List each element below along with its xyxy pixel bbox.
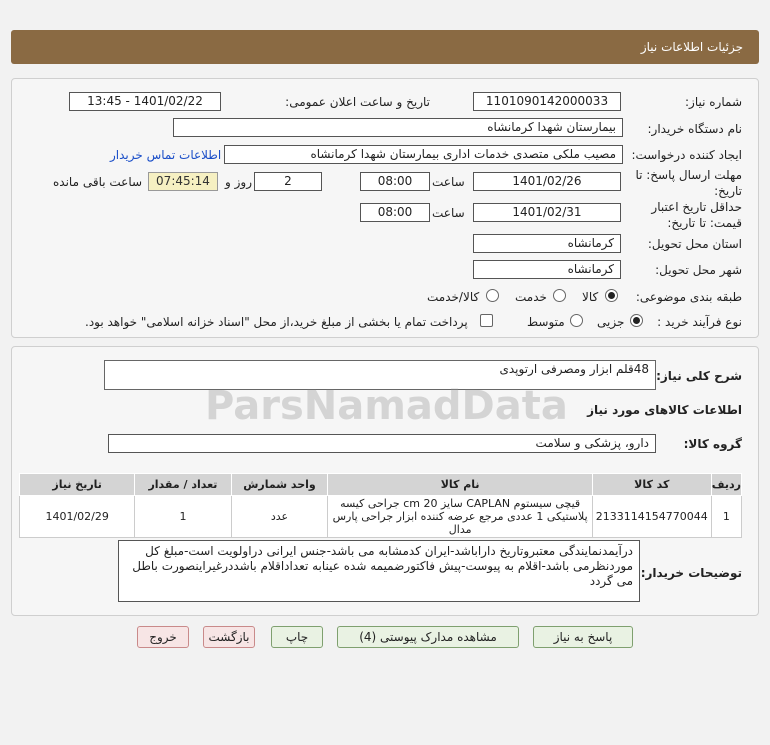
deadline-date-field: 1401/02/26 bbox=[473, 172, 621, 191]
category-option-goods: کالا bbox=[582, 290, 599, 304]
col-name: نام کالا bbox=[328, 474, 592, 496]
days-field: 2 bbox=[254, 172, 322, 191]
cell-unit: عدد bbox=[231, 496, 328, 538]
table-row bbox=[20, 496, 742, 538]
need-number-label: شماره نیاز: bbox=[685, 95, 742, 109]
col-unit: واحد شمارش bbox=[231, 474, 328, 496]
process-radio-medium[interactable] bbox=[570, 314, 583, 327]
process-option-minor: جزیی bbox=[597, 315, 625, 329]
summary-field: 48قلم ابزار ومصرفی ارتوپدی bbox=[104, 360, 656, 390]
col-row: ردیف bbox=[711, 474, 741, 496]
category-option-goods-service: کالا/خدمت bbox=[427, 290, 480, 304]
cell-qty: 1 bbox=[135, 496, 231, 538]
treasury-payment-checkbox[interactable] bbox=[480, 314, 493, 327]
contact-buyer-link[interactable]: اطلاعات تماس خریدار bbox=[110, 148, 222, 162]
cell-date: 1401/02/29 bbox=[20, 496, 135, 538]
deadline-time-label: ساعت bbox=[432, 175, 465, 189]
page-title: جزئیات اطلاعات نیاز bbox=[640, 40, 743, 54]
days-label: روز و bbox=[225, 175, 252, 189]
cell-code: 2133114154770044 bbox=[592, 496, 711, 538]
buyer-field: بیمارستان شهدا کرمانشاه bbox=[173, 118, 623, 137]
province-field: کرمانشاه bbox=[473, 234, 621, 253]
category-radio-goods[interactable] bbox=[605, 289, 618, 302]
validity-time-field: 08:00 bbox=[360, 203, 430, 222]
category-radio-service[interactable] bbox=[553, 289, 566, 302]
city-field: کرمانشاه bbox=[473, 260, 621, 279]
validity-time-label: ساعت bbox=[432, 206, 465, 220]
goods-group-label: گروه کالا: bbox=[683, 437, 742, 451]
process-label: نوع فرآیند خرید : bbox=[657, 315, 742, 329]
validity-date-field: 1401/02/31 bbox=[473, 203, 621, 222]
city-label: شهر محل تحویل: bbox=[655, 263, 742, 277]
summary-label: شرح کلی نیاز: bbox=[656, 369, 742, 383]
announce-field: 1401/02/22 - 13:45 bbox=[69, 92, 221, 111]
goods-info-title: اطلاعات کالاهای مورد نیاز bbox=[587, 403, 742, 417]
deadline-label-2: تاریخ: bbox=[714, 184, 742, 198]
requester-field: مصیب ملکی متصدی خدمات اداری بیمارستان شهدا کرمانشاه bbox=[224, 145, 623, 164]
col-date: تاریخ نیاز bbox=[20, 474, 135, 496]
cell-name: قیچی سیستوم CAPLAN سایز cm 20 جراحی کیسه پلاستیکی 1 عددی مرجع عرضه کننده ابزار جراحی پارس مدال bbox=[328, 496, 592, 538]
page-header bbox=[11, 30, 759, 64]
province-label: استان محل تحویل: bbox=[647, 237, 742, 251]
print-button[interactable]: چاپ bbox=[271, 626, 323, 648]
cell-row: 1 bbox=[711, 496, 741, 538]
buyer-notes-label: توضیحات خریدار: bbox=[640, 566, 742, 580]
announce-label: تاریخ و ساعت اعلان عمومی: bbox=[285, 95, 430, 109]
validity-label-1: حداقل تاریخ اعتبار bbox=[651, 200, 742, 214]
requester-label: ایجاد کننده درخواست: bbox=[631, 148, 742, 162]
validity-label-2: قیمت: تا تاریخ: bbox=[667, 216, 742, 230]
deadline-time-field: 08:00 bbox=[360, 172, 430, 191]
process-option-medium: متوسط bbox=[527, 315, 565, 329]
remaining-time-field: 07:45:14 bbox=[148, 172, 218, 191]
reply-button[interactable]: پاسخ به نیاز bbox=[533, 626, 633, 648]
category-radio-goods-service[interactable] bbox=[486, 289, 499, 302]
buyer-label: نام دستگاه خریدار: bbox=[647, 122, 742, 136]
process-radio-minor[interactable] bbox=[630, 314, 643, 327]
deadline-label-1: مهلت ارسال پاسخ: تا bbox=[635, 168, 742, 182]
goods-table bbox=[19, 473, 742, 538]
watermark-logo: ParsNamadData bbox=[205, 383, 568, 429]
category-label: طبقه بندی موضوعی: bbox=[635, 290, 742, 304]
table-header-row bbox=[20, 474, 742, 496]
attachments-button[interactable]: مشاهده مدارک پیوستی (4) bbox=[337, 626, 519, 648]
category-option-service: خدمت bbox=[515, 290, 547, 304]
need-number-field: 1101090142000033 bbox=[473, 92, 621, 111]
col-code: کد کالا bbox=[592, 474, 711, 496]
col-qty: تعداد / مقدار bbox=[135, 474, 231, 496]
back-button[interactable]: بازگشت bbox=[203, 626, 255, 648]
exit-button[interactable]: خروج bbox=[137, 626, 189, 648]
goods-group-field: دارو، پزشکی و سلامت bbox=[108, 434, 656, 453]
payment-note: پرداخت تمام یا بخشی از مبلغ خرید،از محل "اسناد خزانه اسلامی" خواهد بود. bbox=[85, 315, 468, 329]
buyer-notes-field: درآیمدنمایندگی معتبروتاریخ داراباشد-ایران کدمشابه می باشد-جنس ایرانی دراولویت است-مبلغ کل موردنظرمی باشد-اقلام به پیوست-پیش فاکتورضمیمه شده عینابه تعداداقلام باشددرغیراینصورت باطل می گردد bbox=[118, 540, 640, 602]
remaining-label: ساعت باقی مانده bbox=[53, 175, 143, 189]
